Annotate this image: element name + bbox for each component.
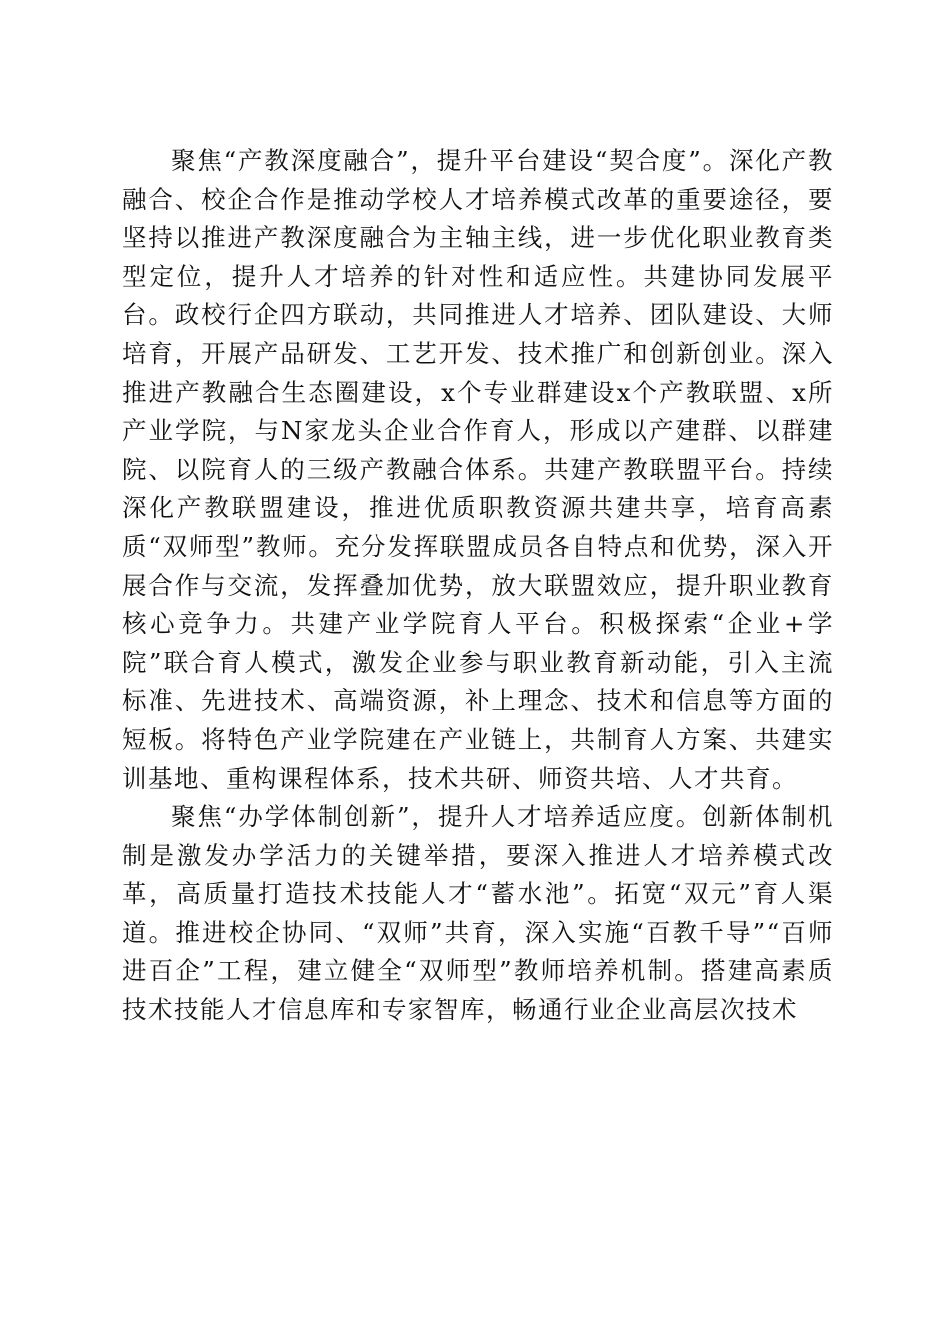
document-body bbox=[122, 142, 834, 1030]
paragraph-industry-education-integration: 聚焦“产教深度融合”，提升平台建设“契合度”。深化产教融合、校企合作是推动学校人才培养模式改革的重要途径，要坚持以推进产教深度融合为主轴主线，进一步优化职业教育类型定位，提升人才培养的针对性和适应性。共建协同发展平台。政校行企四方联动，共同推进人才培养、团队建设、大师培育，开展产品研发、工艺开发、技术推广和创新创业。深入推进产教融合生态圈建设，x个专业群建设x个产教联盟、x所产业学院，与N家龙头企业合作育人，形成以产建群、以群建院、以院育人的三级产教融合体系。共建产教联盟平台。持续深化产教联盟建设，推进优质职教资源共建共享，培育高素质“双师型”教师。充分发挥联盟成员各自特点和优势，深入开展合作与交流，发挥叠加优势，放大联盟效应，提升职业教育核心竞争力。共建产业学院育人平台。积极探索“企业+学院”联合育人模式，激发企业参与职业教育新动能，引入主流标准、先进技术、高端资源，补上理念、技术和信息等方面的短板。将特色产业学院建在产业链上，共制育人方案、共建实训基地、重构课程体系，技术共研、师资共培、人才共育。 bbox=[122, 146, 834, 793]
paragraph-school-system-innovation: 聚焦“办学体制创新”，提升人才培养适应度。创新体制机制是激发办学活力的关键举措，要深入推进人才培养模式改革，高质量打造技术技能人才“蓄水池”。拓宽“双元”育人渠道。推进校企协同、“双师”共育，深入实施“百教千导”“百师进百企”工程，建立健全“双师型”教师培养机制。搭建高素质技术技能人才信息库和专家智库，畅通行业企业高层次技术 bbox=[122, 802, 834, 1025]
